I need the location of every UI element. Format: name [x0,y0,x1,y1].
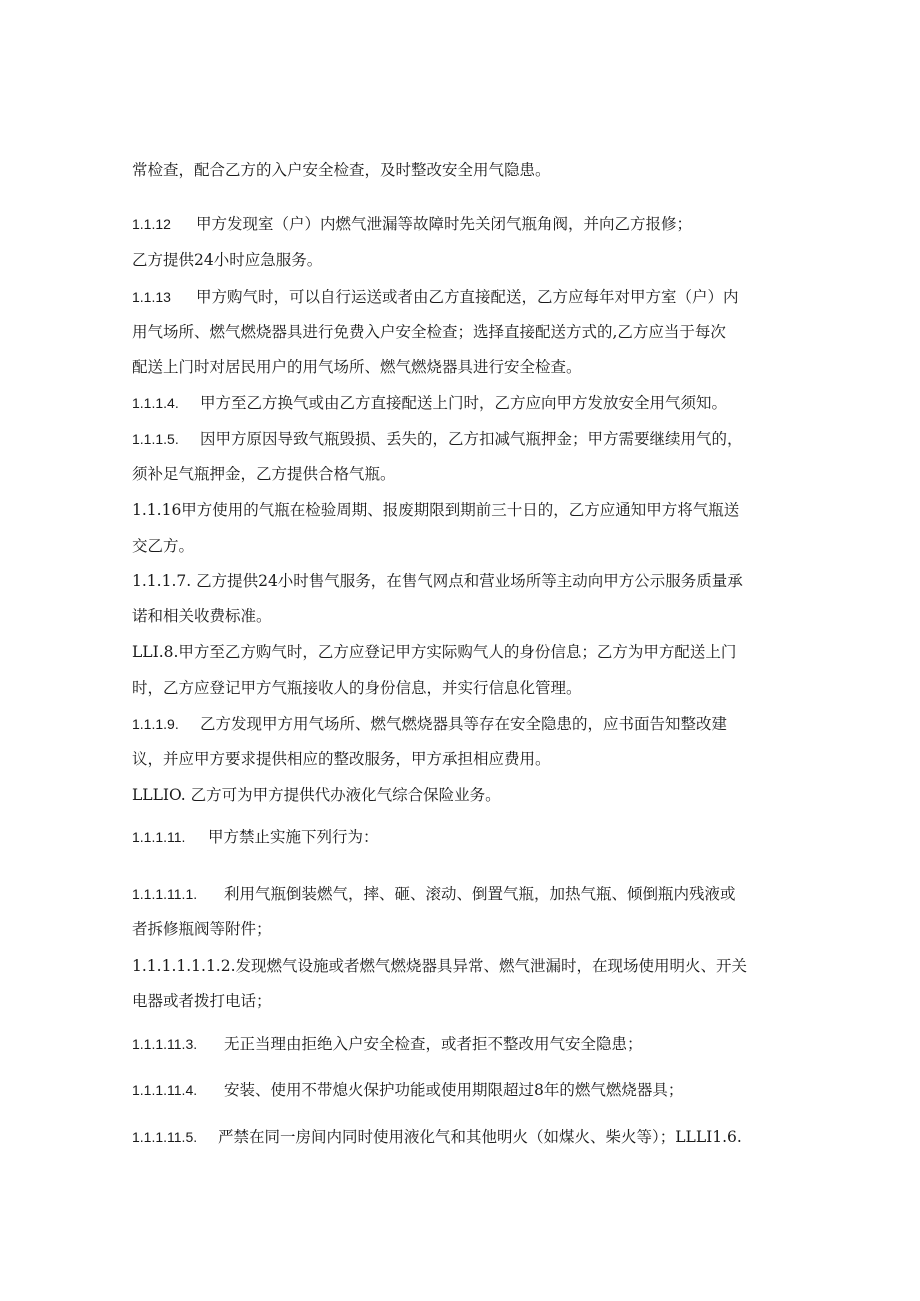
line-text: 常检查，配合乙方的入户安全检查，及时整改安全用气隐患。 [132,161,551,179]
clause-1-1-12 [132,214,792,234]
clause-1-1-16 [132,500,792,520]
line-text: 甲方禁止实施下列行为： [208,828,379,846]
clause-number: 1.1.1.11.4. [132,1082,198,1098]
clause-number: 1.1.13 [132,289,171,305]
line-text: 1.1.16甲方使用的气瓶在检验周期、报废期限到期前三十日的，乙方应通知甲方将气瓶送 [132,501,740,519]
clause-1-1-1-11-4 [132,1080,792,1100]
line-text: 议，并应甲方要求提供相应的整改服务，甲方承担相应费用。 [132,750,551,768]
clause-number: 1.1.1.11. [132,829,186,845]
line-text: LLI.8.甲方至乙方购气时，乙方应登记甲方实际购气人的身份信息；乙方为甲方配送上门 [132,643,737,661]
clause-1-1-1-9 [132,714,792,734]
paragraph-line [132,322,792,342]
paragraph-line [132,357,792,377]
line-text: 配送上门时对居民用户的用气场所、燃气燃烧器具进行安全检查。 [132,358,582,376]
clause-1-1-1-11-5 [132,1127,792,1147]
paragraph-line [132,536,792,556]
clause-1-1-1-10 [132,785,792,805]
clause-1-1-1-5 [132,429,792,449]
line-text: 1.1.1.7. 乙方提供24小时售气服务，在售气网点和营业场所等主动向甲方公示服务质量承 [132,572,743,590]
line-text: 因甲方原因导致气瓶毁损、丢失的，乙方扣减气瓶押金；甲方需要继续用气的， [200,430,743,448]
clause-1-1-1-11-2 [132,956,792,976]
line-text: 安装、使用不带熄火保护功能或使用期限超过8年的燃气燃烧器具； [224,1081,684,1099]
paragraph-line [132,606,792,626]
line-text: 者拆修瓶阀等附件； [132,920,272,938]
line-text: 甲方发现室（户）内燃气泄漏等故障时先关闭气瓶角阀，并向乙方报修； [196,215,693,233]
clause-1-1-1-8 [132,642,792,662]
clause-number: 1.1.12 [132,216,171,232]
line-text: 甲方购气时，可以自行运送或者由乙方直接配送，乙方应每年对甲方室（户）内 [196,288,739,306]
paragraph-line [132,678,792,698]
line-text: LLLIO. 乙方可为甲方提供代办液化气综合保险业务。 [132,786,501,804]
line-text: 严禁在同一房间内同时使用液化气和其他明火（如煤火、柴火等）；LLLI1.6. [218,1128,742,1146]
paragraph-line [132,991,792,1011]
line-text: 无正当理由拒绝入户安全检查，或者拒不整改用气安全隐患； [224,1035,643,1053]
clause-number: 1.1.1.11.3. [132,1036,198,1052]
clause-1-1-1-4 [132,393,792,413]
line-text: 时，乙方应登记甲方气瓶接收人的身份信息，并实行信息化管理。 [132,679,582,697]
clause-1-1-13 [132,287,792,307]
clause-number: 1.1.1.5. [132,431,179,447]
line-text: 乙方发现甲方用气场所、燃气燃烧器具等存在安全隐患的，应书面告知整改建 [200,715,728,733]
clause-number: 1.1.1.4. [132,395,179,411]
line-text: 利用气瓶倒装燃气，摔、砸、滚动、倒置气瓶，加热气瓶、倾倒瓶内残液或 [224,885,736,903]
line-text: 1.1.1.1.1.1.2.发现燃气设施或者燃气燃烧器具异常、燃气泄漏时，在现场使用明火、开关 [132,957,748,975]
clause-1-1-1-7 [132,571,792,591]
line-text: 交乙方。 [132,537,195,555]
clause-1-1-1-11 [132,827,792,847]
line-text: 诺和相关收费标准。 [132,607,272,625]
clause-number: 1.1.1.11.5. [132,1129,198,1145]
paragraph-line [132,464,792,484]
line-text: 须补足气瓶押金，乙方提供合格气瓶。 [132,465,396,483]
paragraph-line [132,160,792,180]
clause-1-1-1-11-3 [132,1034,792,1054]
line-text: 乙方提供24小时应急服务。 [132,251,323,269]
paragraph-line [132,919,792,939]
clause-number: 1.1.1.9. [132,716,179,732]
line-text: 用气场所、燃气燃烧器具进行免费入户安全检查；选择直接配送方式的,乙方应当于每次 [132,323,726,341]
line-text: 电器或者拨打电话； [132,992,272,1010]
paragraph-line [132,250,792,270]
clause-number: 1.1.1.11.1. [132,886,198,902]
line-text: 甲方至乙方换气或由乙方直接配送上门时，乙方应向甲方发放安全用气须知。 [200,394,728,412]
paragraph-line [132,749,792,769]
clause-1-1-1-11-1 [132,884,792,904]
